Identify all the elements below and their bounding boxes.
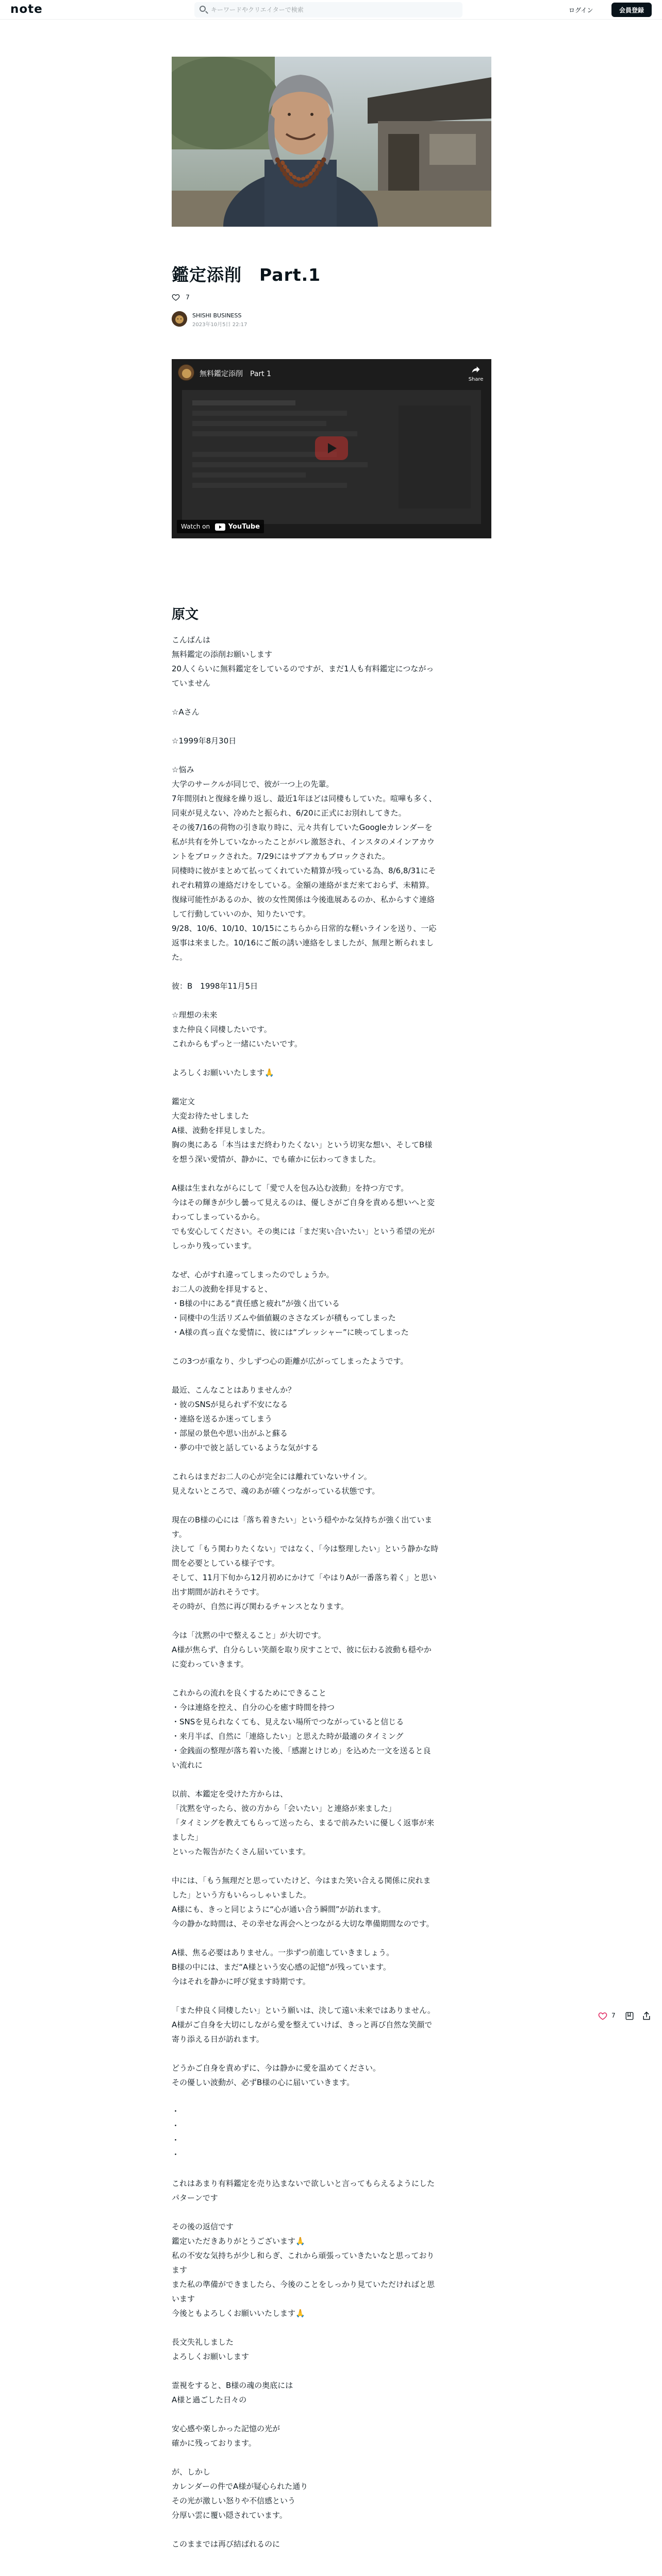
share-icon[interactable] [641, 2011, 652, 2021]
body-line: といった報告がたくさん届いています。 [172, 1847, 310, 1856]
body-line: 20人くらいに無料鑑定をしているのですが、まだ1人も有料鑑定につながっ [172, 664, 434, 673]
body-line: ・ [172, 2121, 180, 2130]
body-line: 分厚い雲に覆い隠されています。 [172, 2511, 287, 2520]
body-line [172, 1051, 491, 1065]
body-line [172, 2090, 491, 2104]
body-line [172, 2407, 491, 2421]
body-line: 無料鑑定の添削お願いします [172, 650, 273, 659]
watch-on-youtube[interactable] [177, 520, 264, 533]
floating-heart-icon[interactable] [598, 2011, 607, 2021]
body-line: れぞれ精算の連絡だけをしている。金額の連絡がまだ来ておらず、未精算。 [172, 880, 434, 890]
youtube-label: YouTube [228, 522, 260, 531]
body-line: ・部屋の景色や思い出がふと蘇る [172, 1429, 288, 1438]
body-line: 霊視をすると、B様の魂の奥底には [172, 2381, 293, 2390]
body-line [172, 1859, 491, 1873]
body-line: その後7/16の荷物の引き取り時に、元々共有していたGoogleカレンダーを [172, 823, 433, 832]
body-line: その光が激しい怒りや不信感という [172, 2496, 296, 2505]
video-title[interactable]: 無料鑑定添削 Part 1 [200, 370, 271, 378]
note-logo[interactable]: note [10, 3, 43, 16]
body-line: 以前、本鑑定を受けた方からは、 [172, 1789, 288, 1799]
body-line: ・金銭面の整理が落ち着いた後、「感謝とけじめ」を込めた一文を送ると良 [172, 1746, 431, 1755]
body-line: 今の静かな時間は、その幸せな再会へとつながる大切な準備期間なのです。 [172, 1919, 434, 1928]
body-line: A様、波動を拝見しました。 [172, 1126, 270, 1135]
body-line: その時が、自然に再び関わるチャンスとなります。 [172, 1602, 349, 1611]
video-share-button[interactable] [466, 364, 486, 385]
body-line: に変わっていきます。 [172, 1659, 249, 1669]
body-line: 決して「もう関わりたくない」ではなく、「今は整理したい」という静かな時 [172, 1544, 439, 1553]
body-line: した」という方もいらっしゃいました。 [172, 1890, 311, 1900]
body-line: ・来月半ば、自然に「連絡したい」と思えた時が最適のタイミング [172, 1732, 404, 1741]
body-line: ☆悩み [172, 765, 194, 774]
article-body [172, 633, 491, 2551]
body-line: ・夢の中で彼と話しているような気がする [172, 1443, 319, 1452]
body-line [172, 1614, 491, 1628]
body-line: でも安心してください。その奥には「まだ実い合いたい」という希望の光が [172, 1227, 435, 1236]
hero-image [172, 57, 491, 227]
search-input[interactable] [211, 2, 453, 18]
like-row[interactable] [172, 292, 190, 302]
body-line: また仲良く同棲したいです。 [172, 1025, 272, 1034]
body-line [172, 2205, 491, 2219]
body-line: ます [172, 2265, 188, 2275]
body-line: 私の不安な気持ちが少し和らぎ、これから頑張っていきたいなと思っており [172, 2251, 435, 2260]
body-line [172, 1498, 491, 1513]
body-line: 同棲時に彼がまとめて払ってくれていた精算が残っている為、8/6,8/31にそ [172, 866, 436, 875]
body-line: 「また仲良く同棲したい」という願いは、決して遠い未来ではありません。 [172, 2006, 435, 2015]
body-line: 大学のサークルが同じで、彼が一つ上の先輩。 [172, 779, 334, 789]
signup-button[interactable]: 会員登録 [611, 3, 652, 17]
body-line: どうかご自身を責めずに、今は静かに愛を温めてください。 [172, 2063, 381, 2073]
body-line [172, 719, 491, 734]
body-line: A様は生まれながらにして「愛で人を包み込む波動」を持つ方です。 [172, 1183, 409, 1193]
channel-avatar[interactable] [178, 364, 194, 381]
author-name[interactable]: SHISHI BUSINESS [192, 312, 242, 319]
like-count: 7 [186, 293, 190, 301]
search-bar[interactable] [194, 2, 462, 18]
body-line: 鑑定文 [172, 1097, 195, 1106]
search-icon [200, 6, 206, 12]
body-line: 「沈黙を守ったら、彼の方から「会いたい」と連絡が来ました」 [172, 1804, 396, 1813]
body-line: これはあまり有料鑑定を売り込まないで欲しいと言ってもらえるようにした [172, 2179, 435, 2188]
body-line: これらはまだお二人の心が完全には離れていないサイン。 [172, 1472, 372, 1481]
body-line: A様と過ごした日々の [172, 2395, 247, 2404]
body-line: 9/28、10/6、10/10、10/15にこちらから日常的な軽いラインを送り、一応 [172, 924, 437, 933]
body-line [172, 2450, 491, 2465]
body-line: カレンダーの件でA様が疑心られた通り [172, 2482, 308, 2491]
body-line: A様がご自身を大切にしながら愛を整えていけば、きっと再び自然な笑顔で [172, 2020, 433, 2029]
avatar[interactable] [172, 311, 187, 327]
body-line [172, 2046, 491, 2061]
body-line: 安心感や楽しかった記憶の光が [172, 2424, 280, 2433]
youtube-logo-icon [215, 523, 225, 531]
body-line: ☆理想の未来 [172, 1010, 218, 1020]
body-line [172, 1671, 491, 1686]
body-line: 大変お待たせしました [172, 1111, 250, 1121]
article-title: 鑑定添削 Part.1 [172, 265, 321, 285]
body-line: ・SNSを見られなくても、見えない場所でつながっていると信じる [172, 1717, 404, 1726]
body-line: これからの流れを良くするためにできること [172, 1688, 327, 1698]
share-label: Share [468, 377, 484, 382]
body-line: 今はそれを静かに呼び覚ます時期です。 [172, 1977, 310, 1986]
body-line: ・A様の真っ直ぐな愛情に、彼には“プレッシャー”に映ってしまった [172, 1328, 409, 1337]
body-line [172, 2364, 491, 2378]
body-line [172, 1080, 491, 1094]
body-line: 出す期間が訪れそうです。 [172, 1587, 264, 1597]
body-line: 間を必要としている様子です。 [172, 1558, 279, 1568]
body-line: 彼：B 1998年11月5日 [172, 981, 258, 991]
body-line: よろしくお願いします [172, 2352, 250, 2361]
body-line: を想う深い愛情が、静かに、でも確かに伝わってきました。 [172, 1155, 380, 1164]
body-line: パターンです [172, 2193, 218, 2202]
body-line [172, 1166, 491, 1181]
body-line: 寄り添える日が訪れます。 [172, 2035, 264, 2044]
body-line: が、しかし [172, 2467, 211, 2477]
body-line: これからもずっと一緒にいたいです。 [172, 1039, 302, 1048]
body-line: して行動していいのか、知りたいです。 [172, 909, 310, 919]
body-line: 私が共有を外していなかったことがバレ激怒され、インスタのメインアカウ [172, 837, 435, 846]
body-line: 現在のB様の心には「落ち着きたい」という穏やかな気持ちが強く出ていま [172, 1515, 433, 1524]
body-line: お二人の波動を拝見すると、 [172, 1284, 273, 1294]
body-line [172, 2162, 491, 2176]
youtube-embed[interactable] [172, 359, 491, 538]
body-line: B様の中には、まだ“A様という安心感の記憶”が残っています。 [172, 1962, 391, 1972]
body-line: ・同棲中の生活リズムや価値観のささなズレが積もってしまった [172, 1313, 396, 1323]
body-line: 復縁可能性があるのか、彼の女性関係は今後進展あるのか、私からすぐ連絡 [172, 895, 435, 904]
play-button[interactable] [315, 436, 348, 460]
body-line: ・今は連絡を控え、自分の心を癒す時間を持つ [172, 1703, 335, 1712]
body-line: ☆Aさん [172, 707, 200, 717]
bookmark-icon[interactable] [625, 2011, 634, 2021]
body-line: ントをブロックされた。7/29にはサブアカもブロックされた。 [172, 852, 390, 861]
body-line [172, 748, 491, 762]
body-line: 鑑定いただきありがとうございます🙏 [172, 2236, 305, 2246]
body-line: 今はその輝きが少し曇って見えるのは、優しさがご自身を責める想いへと変 [172, 1198, 435, 1207]
body-line: ・ [172, 2136, 180, 2145]
play-icon [315, 436, 348, 460]
body-line: 7年間別れと復縁を繰り返し、最近1年ほどは同棲もしていた。喧嘩も多く、 [172, 794, 437, 803]
body-line: 同束が見えない、冷めたと振られ、6/20に正式にお別れしてきた。 [172, 808, 406, 818]
body-line [172, 1253, 491, 1267]
body-line: このままでは再び結ばれるのに [172, 2539, 280, 2549]
body-line: ・ [172, 2150, 180, 2159]
body-line [172, 1455, 491, 1469]
elderly-woman-photo [172, 57, 491, 227]
body-line: A様、焦る必要はありません。一歩ずつ前進していきましょう。 [172, 1948, 394, 1957]
body-line [172, 1989, 491, 2003]
body-line [172, 2320, 491, 2335]
body-line: た。 [172, 953, 188, 962]
floating-like-count: 7 [611, 2012, 616, 2019]
section-title: 原文 [172, 607, 199, 622]
body-line: います [172, 2294, 195, 2303]
body-line: しっかり残っています。 [172, 1241, 256, 1250]
body-line: 返事は来ました。10/16にご飯の誘い連絡をしましたが、無理と断られまし [172, 938, 434, 947]
body-line: 今は「沈黙の中で整えること」が大切です。 [172, 1631, 326, 1640]
body-line: 最近、こんなことはありませんか？ [172, 1385, 296, 1395]
body-line: 中には、「もう無理だと思っていたけど、今はまた笑い合える関係に戻れま [172, 1876, 431, 1885]
body-line: 見えないところで、魂のあが確くつながっている状態です。 [172, 1486, 380, 1496]
body-line: 胸の奥にある「本当はまだ終わりたくない」という切実な想い、そしてB様 [172, 1140, 433, 1149]
login-link[interactable]: ログイン [569, 7, 593, 14]
body-line: この3つが重なり、少しずつ心の距離が広がってしまったようです。 [172, 1357, 408, 1366]
body-line: ・彼のSNSが見られず不安になる [172, 1400, 288, 1409]
body-line: す。 [172, 1530, 187, 1539]
post-date: 2023年10月5日 22:17 [192, 322, 247, 328]
body-line: なぜ、心がすれ違ってしまったのでしょうか。 [172, 1270, 334, 1279]
body-line: こんばんは [172, 635, 211, 645]
body-line: その後の返信です [172, 2222, 234, 2231]
body-line: ・ [172, 2107, 180, 2116]
share-arrow-icon [471, 364, 481, 375]
body-line: その優しい波動が、必ずB様の心に届いていきます。 [172, 2078, 355, 2087]
body-line: よろしくお願いいたします🙏 [172, 1068, 274, 1077]
body-line [172, 993, 491, 1008]
body-line [172, 2522, 491, 2537]
body-line [172, 1340, 491, 1354]
body-line: ☆1999年8月30日 [172, 736, 237, 745]
body-line: 「タイミングを教えてもらって送ったら、まるで前みたいに優しく返事が来 [172, 1818, 435, 1827]
body-line [172, 1368, 491, 1383]
body-line: ました」 [172, 1833, 203, 1842]
body-line [172, 1772, 491, 1787]
body-line: い流れに [172, 1760, 203, 1770]
body-line: A様にも、きっと同じように“心が通い合う瞬間”が訪れます。 [172, 1905, 386, 1914]
top-header [0, 0, 662, 20]
body-line: ていません [172, 679, 211, 688]
body-line: 今後ともよろしくお願いいたします🙏 [172, 2309, 305, 2318]
avatar-lion-icon [172, 311, 187, 327]
body-line: 確かに残っております。 [172, 2438, 256, 2448]
heart-icon[interactable] [172, 293, 180, 301]
body-line: ・B様の中にある“責任感と疲れ”が強く出ている [172, 1299, 340, 1308]
body-line: ・連絡を送るか迷ってしまう [172, 1414, 273, 1423]
watch-on-label: Watch on [181, 523, 210, 530]
body-line [172, 964, 491, 979]
body-line: そして、11月下旬から12月初めにかけて「やはりAが一番落ち着く」と思い [172, 1573, 437, 1582]
body-line [172, 1931, 491, 1945]
channel-lion-icon [178, 365, 195, 381]
body-line: A様が焦らず、自分らしい笑顔を取り戻すことで、彼に伝わる波動も穏やか [172, 1645, 432, 1654]
body-line: わってしまっているから。 [172, 1212, 264, 1222]
body-line: また私の準備ができましたら、今後のことをしっかり見ていただければと思 [172, 2280, 435, 2289]
body-line: 長文失礼しました [172, 2337, 234, 2347]
body-line [172, 690, 491, 705]
